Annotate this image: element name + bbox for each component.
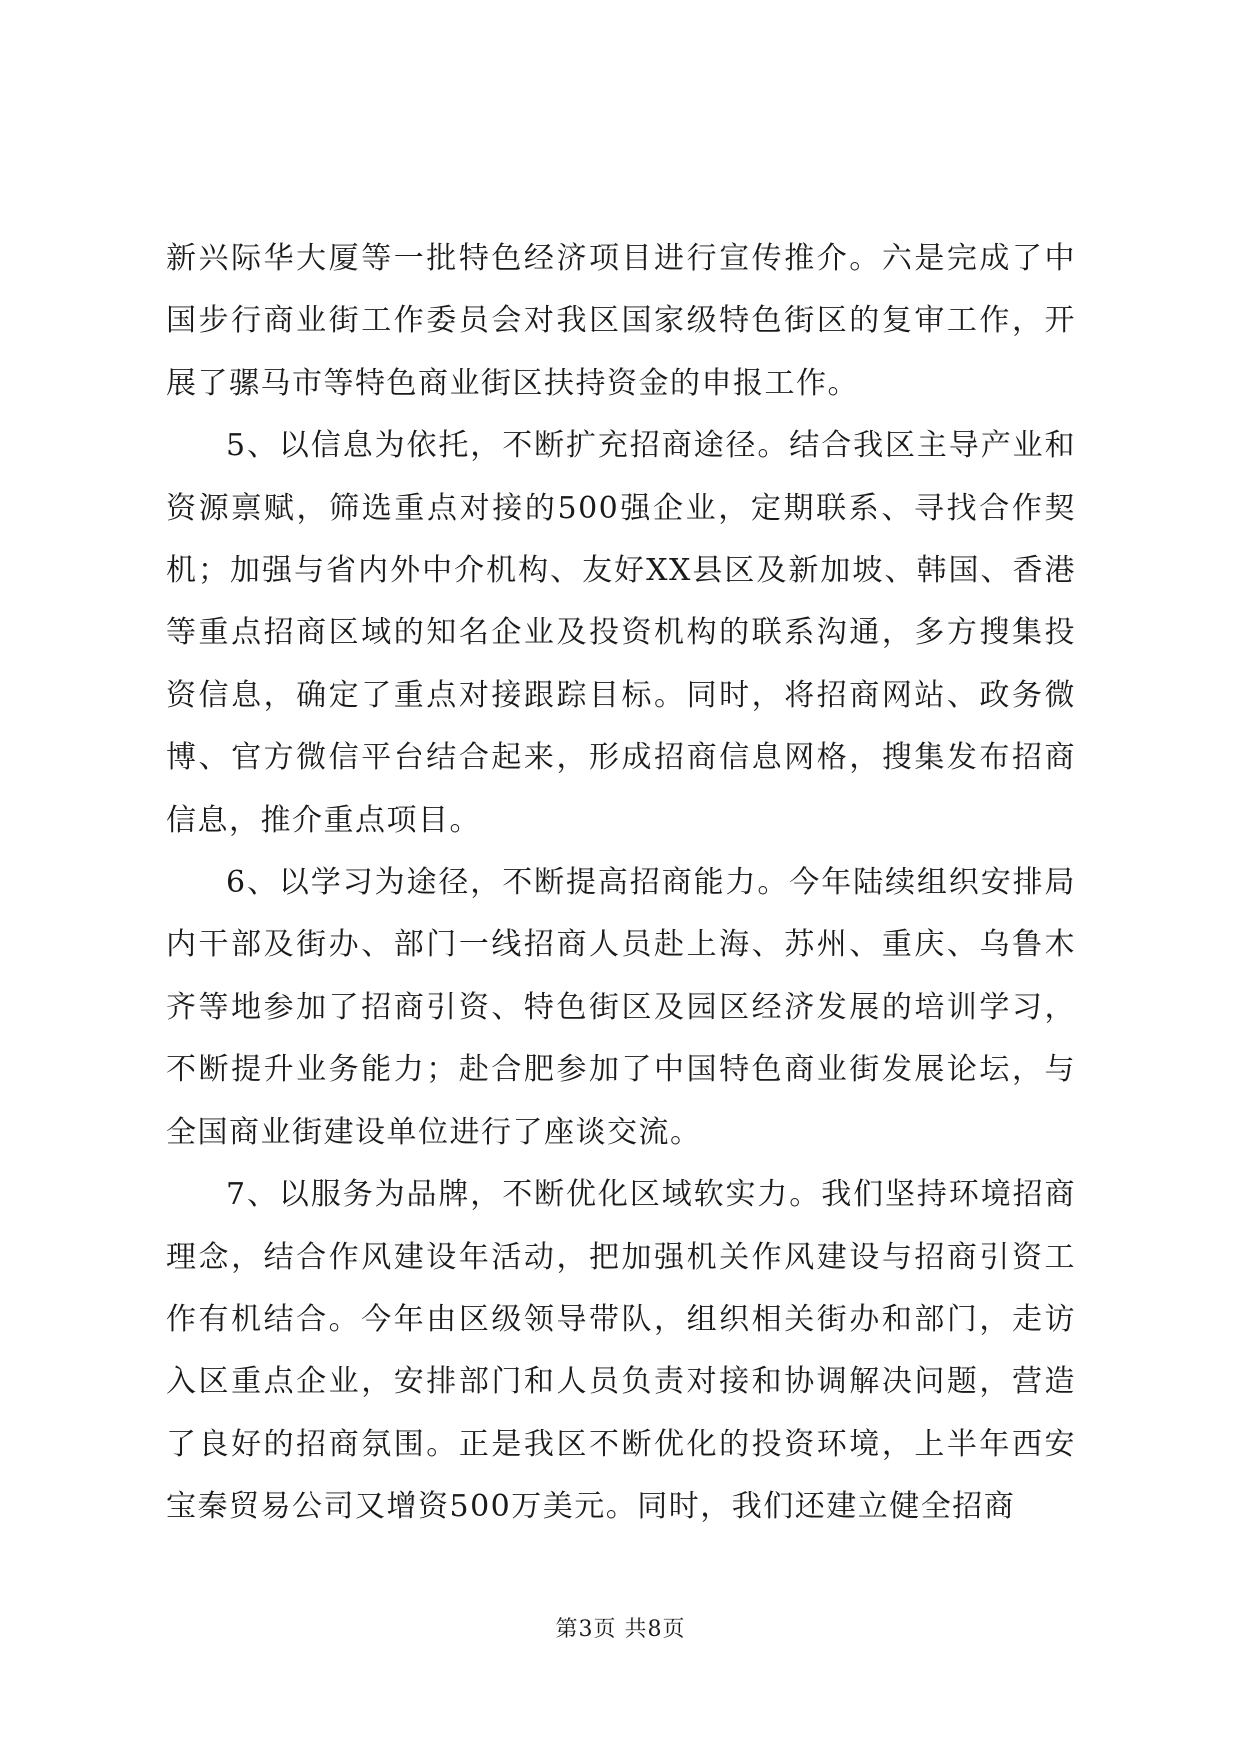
paragraph-continuation: 新兴际华大厦等一批特色经济项目进行宣传推介。六是完成了中国步行商业街工作委员会对我区国家级特色街区的复审工作，开展了骡马市等特色商业街区扶持资金的申报工作。 <box>166 241 1076 401</box>
paragraph-item-5: 5、以信息为依托，不断扩充招商途径。结合我区主导产业和资源禀赋，筛选重点对接的500强企业，定期联系、寻找合作契机；加强与省内外中介机构、友好XX县区及新加坡、韩国、香港等重点招商区域的知名企业及投资机构的联系沟通，多方搜集投资信息，确定了重点对接跟踪目标。同时，将招商网站、政务微博、官方微信平台结合起来，形成招商信息网格，搜集发布招商信息，推介重点项目。 <box>166 428 1076 838</box>
document-body <box>166 228 1076 1539</box>
page-number-footer: 第3页 共8页 <box>555 1617 686 1642</box>
paragraph-item-6: 6、以学习为途径，不断提高招商能力。今年陆续组织安排局内干部及街办、部门一线招商人员赴上海、苏州、重庆、乌鲁木齐等地参加了招商引资、特色街区及园区经济发展的培训学习，不断提升业务能力；赴合肥参加了中国特色商业街发展论坛，与全国商业街建设单位进行了座谈交流。 <box>166 865 1076 1150</box>
paragraph-item-7: 7、以服务为品牌，不断优化区域软实力。我们坚持环境招商理念，结合作风建设年活动，把加强机关作风建设与招商引资工作有机结合。今年由区级领导带队，组织相关街办和部门，走访入区重点企业，安排部门和人员负责对接和协调解决问题，营造了良好的招商氛围。正是我区不断优化的投资环境，上半年西安宝秦贸易公司又增资500万美元。同时，我们还建立健全招商 <box>166 1177 1076 1525</box>
